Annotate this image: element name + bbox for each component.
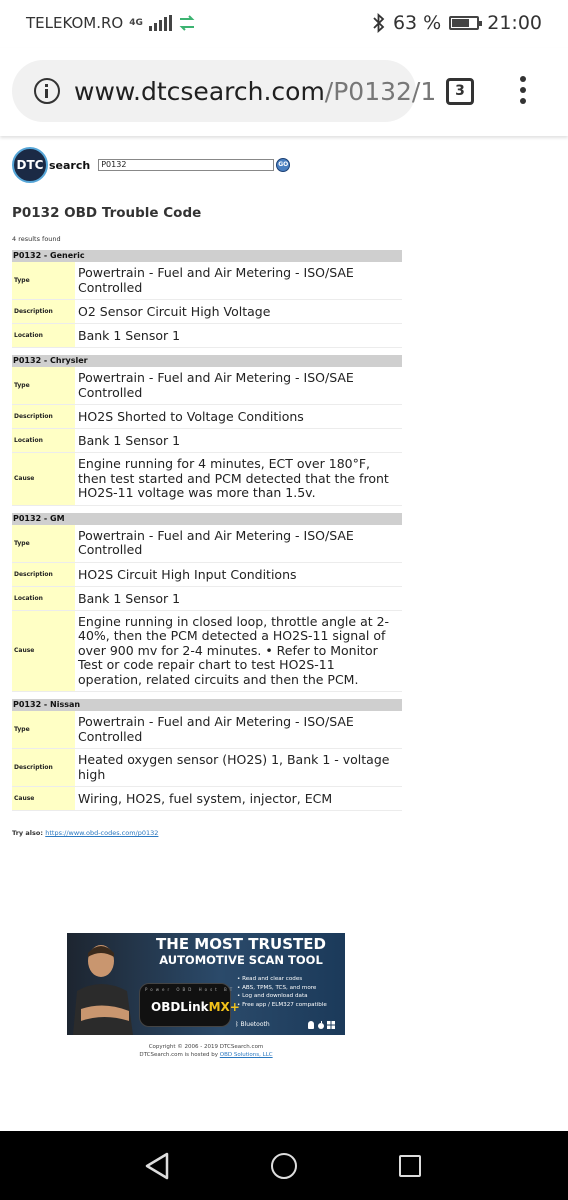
info-icon[interactable]: [34, 78, 60, 104]
apple-icon: [317, 1021, 325, 1029]
battery-icon: [449, 16, 479, 30]
url-domain: www.dtcsearch.com: [74, 76, 325, 106]
brand-main: OBDLink: [151, 1000, 209, 1014]
ad-headline: THE MOST TRUSTED: [156, 935, 326, 953]
person-image: [71, 939, 137, 1035]
site-header: [12, 145, 402, 185]
results-count: 4 results found: [12, 235, 61, 243]
row-value: Bank 1 Sensor 1: [78, 433, 181, 448]
brand-model: MX+: [208, 1000, 240, 1014]
result-header: P0132 - Nissan: [12, 699, 402, 711]
result-row: [12, 367, 402, 405]
ad-bullet: • Free app / ELM327 compatible: [237, 1001, 327, 1008]
site-logo-text[interactable]: search: [49, 158, 91, 172]
result-row: [12, 525, 402, 563]
result-row: [12, 587, 402, 611]
result-row: [12, 787, 402, 811]
bluetooth-icon: [373, 13, 385, 33]
row-label: Location: [12, 587, 75, 610]
copyright-text: Copyright © 2006 - 2019 DTCSearch.com: [148, 1044, 264, 1050]
result-row: [12, 453, 402, 506]
try-also-label: Try also:: [12, 829, 43, 837]
bluetooth-label: ᛒ Bluetooth: [235, 1021, 270, 1028]
status-right: [373, 12, 542, 34]
bluetooth-text: Bluetooth: [240, 1021, 270, 1028]
row-label: Type: [12, 262, 75, 299]
result-row: [12, 611, 402, 693]
carrier-name: TELEKOM.RO: [26, 14, 124, 32]
ad-bullet: • Log and download data: [237, 993, 308, 999]
network-type: 4G: [129, 18, 143, 28]
device-brand: [151, 1000, 240, 1014]
result-block: [12, 355, 402, 506]
row-value: Powertrain - Fuel and Air Metering - ISO/SAE Controlled: [78, 265, 354, 295]
ad-bullet: • ABS, TPMS, TCS, and more: [237, 984, 317, 991]
result-row: [12, 324, 402, 348]
row-label: Cause: [12, 787, 75, 810]
hosted-link[interactable]: OBD Solutions, LLC: [219, 1052, 273, 1058]
url-path: /P0132/1: [324, 76, 437, 106]
row-label: Type: [12, 367, 75, 404]
row-label: Description: [12, 749, 75, 786]
clock: 21:00: [487, 12, 542, 34]
row-value: HO2S Circuit High Input Conditions: [78, 566, 297, 582]
os-icons: [307, 1021, 335, 1031]
row-label: Type: [12, 525, 75, 562]
browser-toolbar: [0, 48, 568, 136]
url-text[interactable]: [74, 77, 436, 106]
android-icon: [307, 1021, 315, 1029]
row-label: Cause: [12, 453, 75, 505]
device-ports: Power OBD Host BT: [145, 987, 236, 992]
row-label: Description: [12, 300, 75, 323]
row-value: Bank 1 Sensor 1: [78, 328, 181, 343]
ad-subheadline: AUTOMOTIVE SCAN TOOL: [159, 953, 323, 967]
overflow-menu-icon[interactable]: [517, 76, 529, 108]
signal-icon: [149, 15, 172, 31]
battery-level: [452, 19, 468, 27]
row-value: Heated oxygen sensor (HO2S) 1, Bank 1 - voltage high: [78, 752, 390, 782]
results-list: [12, 250, 402, 811]
row-value: Powertrain - Fuel and Air Metering - ISO/SAE Controlled: [78, 714, 354, 744]
advertisement-banner[interactable]: [67, 933, 345, 1035]
try-also-link[interactable]: https://www.obd-codes.com/p0132: [45, 829, 159, 837]
ad-bullet: • Read and clear codes: [237, 976, 303, 982]
row-value: Wiring, HO2S, fuel system, injector, ECM: [78, 791, 333, 806]
result-row: [12, 405, 402, 429]
result-block: [12, 250, 402, 348]
home-icon[interactable]: [271, 1153, 297, 1179]
hosted-prefix: DTCSearch.com is hosted by: [139, 1052, 219, 1058]
go-button[interactable]: GO: [276, 158, 290, 172]
navigation-bar: [0, 1131, 568, 1200]
result-row: [12, 749, 402, 787]
result-row: [12, 563, 402, 587]
try-also: [12, 829, 402, 837]
row-label: Type: [12, 711, 75, 748]
result-row: [12, 300, 402, 324]
battery-percent: 63 %: [392, 12, 442, 34]
ad-bullets: [237, 975, 327, 1009]
row-value: HO2S Shorted to Voltage Conditions: [78, 409, 304, 424]
row-label: Description: [12, 563, 75, 586]
row-label: Location: [12, 429, 75, 452]
web-page: [12, 145, 402, 837]
result-block: [12, 699, 402, 811]
row-value: Powertrain - Fuel and Air Metering - ISO/SAE Controlled: [78, 370, 354, 400]
footer: [67, 1043, 345, 1059]
row-label: Location: [12, 324, 75, 347]
row-value: Powertrain - Fuel and Air Metering - ISO/SAE Controlled: [78, 527, 354, 557]
search-input[interactable]: P0132: [98, 159, 274, 171]
row-value: Engine running for 4 minutes, ECT over 180°F, then test started and PCM detected that the front HO2S-11 voltage was more than 1.5v.: [78, 456, 389, 500]
result-header: P0132 - GM: [12, 513, 402, 525]
windows-icon: [327, 1021, 335, 1029]
row-value: O2 Sensor Circuit High Voltage: [78, 304, 271, 319]
row-value: Bank 1 Sensor 1: [78, 590, 181, 606]
address-bar[interactable]: [12, 60, 437, 122]
result-block: [12, 513, 402, 693]
tab-switcher-button[interactable]: 3: [446, 78, 474, 105]
result-row: [12, 429, 402, 453]
back-icon[interactable]: [144, 1152, 170, 1180]
page-title: P0132 OBD Trouble Code: [12, 205, 202, 221]
status-bar: [0, 0, 568, 48]
result-header: P0132 - Chrysler: [12, 355, 402, 367]
result-row: [12, 262, 402, 300]
row-value: Engine running in closed loop, throttle angle at 2-40%, then the PCM detected a HO2S-11 signal of over 900 mv for 2-4 minutes. • Refer to Monitor Test or code repair chart to test HO2S-11 operation, related circuits and then the PCM.: [78, 613, 390, 687]
status-left: [26, 14, 196, 32]
row-label: Cause: [12, 611, 75, 692]
hosted-by: [67, 1051, 345, 1059]
recent-apps-icon[interactable]: [399, 1155, 421, 1177]
result-row: [12, 711, 402, 749]
data-transfer-icon: [178, 15, 196, 31]
row-label: Description: [12, 405, 75, 428]
result-header: P0132 - Generic: [12, 250, 402, 262]
site-logo[interactable]: DTC: [12, 147, 48, 183]
